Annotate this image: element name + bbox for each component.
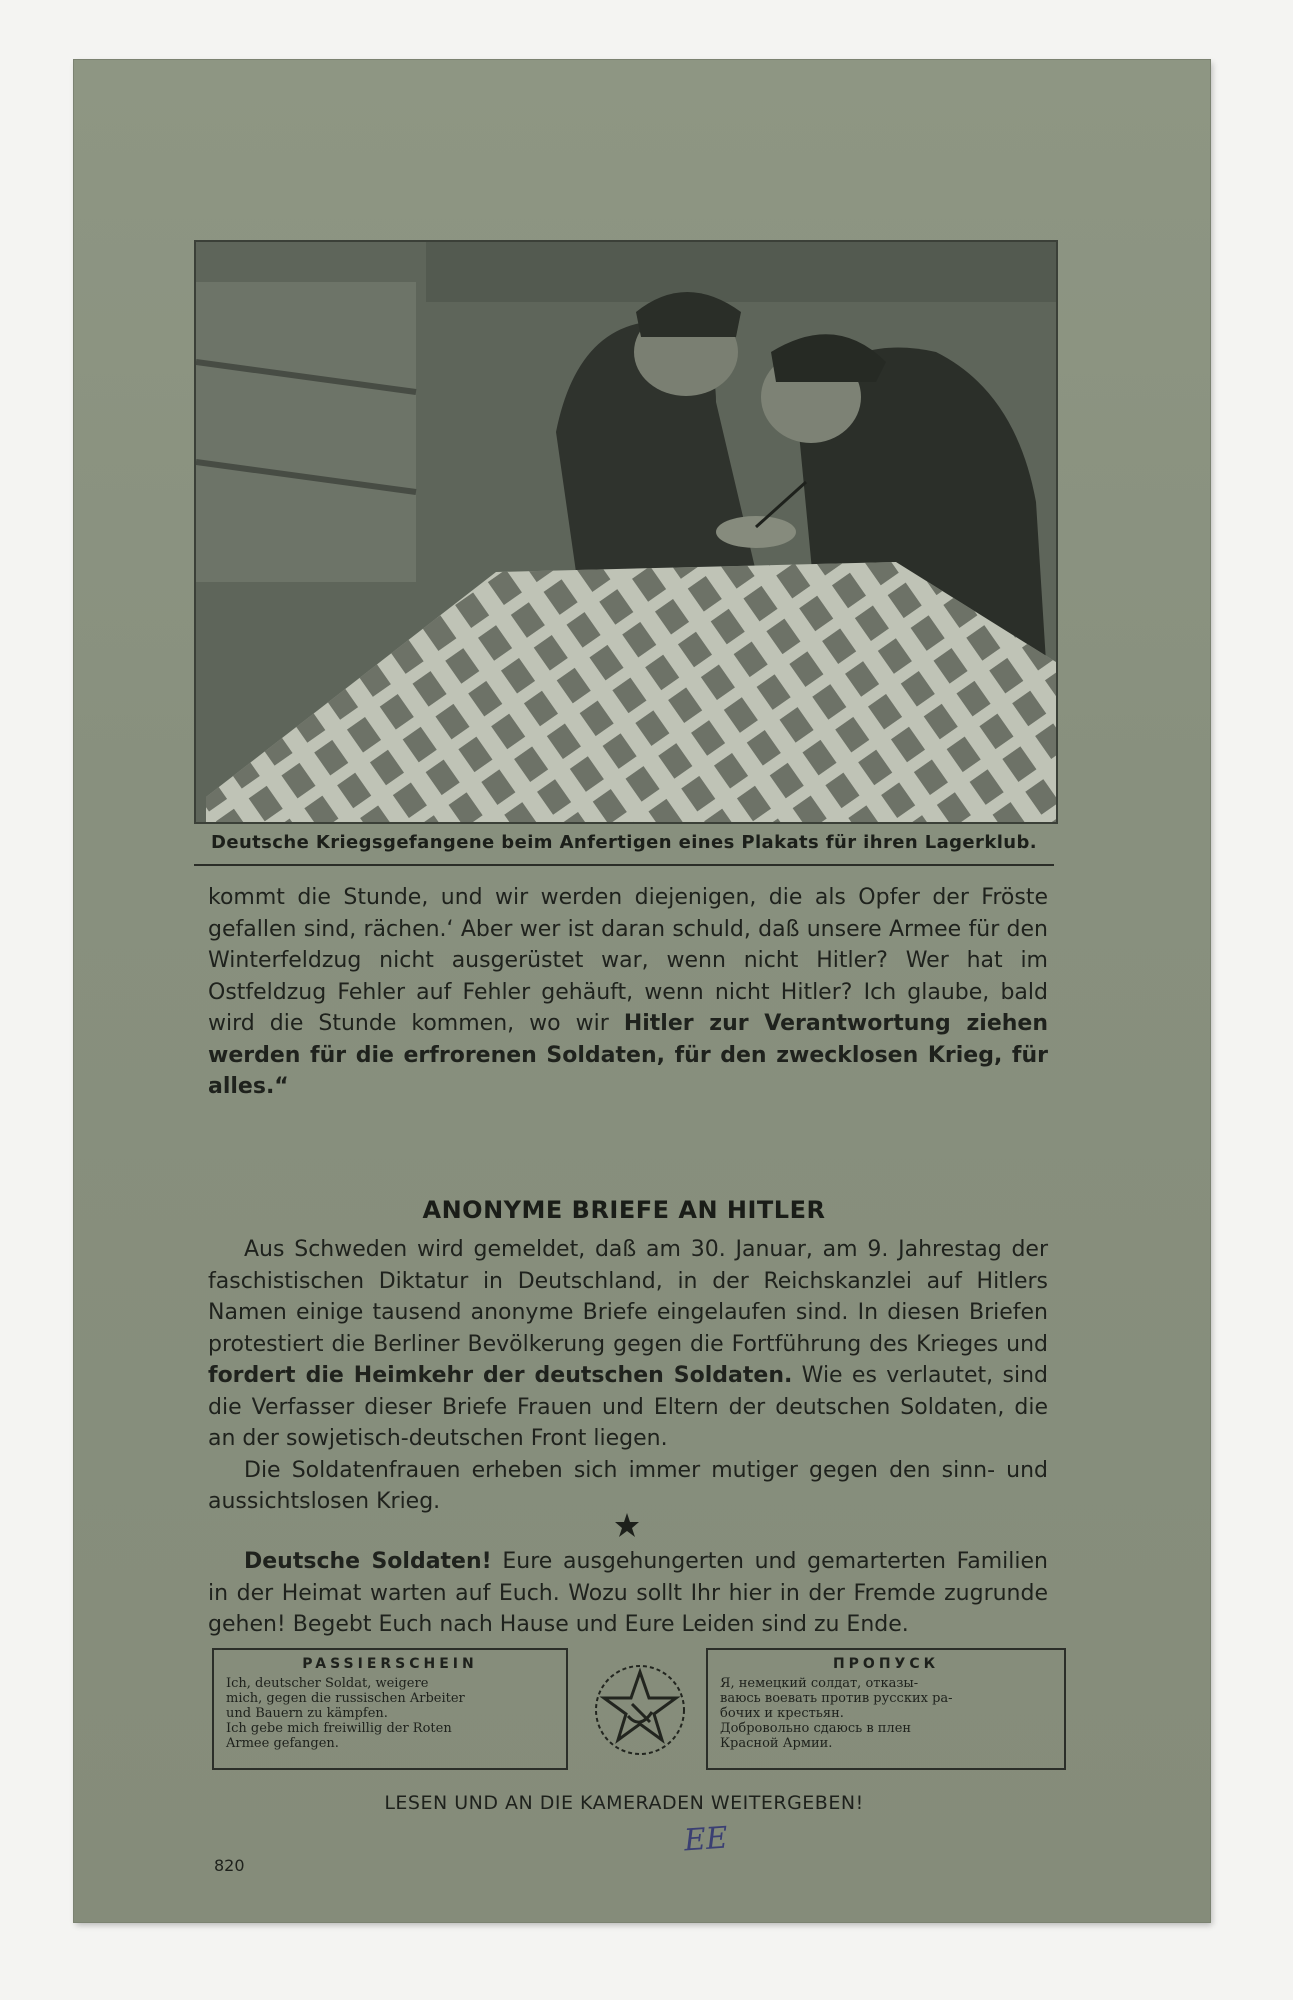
article-text-continued: Wie es verlautet, sind die Verfasser dieser Briefe Frauen und Eltern der deutschen Soldaten, die an der sowjetisch-deutschen Front liegen. xyxy=(208,1363,1048,1451)
pass-line: mich, gegen die russischen Arbeiter xyxy=(226,1691,465,1706)
intro-text: kommt die Stunde, und wir werden diejenigen, die als Opfer der Fröste gefallen sind, rächen.‘ Aber wer ist daran schuld, daß unsere Armee für den Winterfeldzug nicht ausgerüstet war, wenn nicht Hitler? Wer hat im Ostfeldzug Fehler auf Fehler gehäuft, wenn nicht Hitler? Ich glaube, bald wird die Stunde kommen, wo wir xyxy=(208,885,1048,1036)
leaflet-page xyxy=(74,60,1210,1922)
pass-line: ваюсь воевать против русских ра- xyxy=(720,1691,953,1706)
appeal-bold-text: Deutsche Soldaten! xyxy=(244,1549,492,1574)
article-paragraph xyxy=(208,1234,1048,1455)
pass-line: Красной Армии. xyxy=(720,1736,833,1751)
pass-line: бочих и крестьян. xyxy=(720,1706,844,1721)
star-icon xyxy=(614,1512,640,1538)
pass-title: PASSIERSCHEIN xyxy=(302,1656,478,1672)
appeal-text: Eure ausgehungerten und gemarterten Familien in der Heimat warten auf Euch. Wozu sollt Ihr hier in der Fremde zugrunde gehen! Begebt Euch nach Hause und Eure Leiden sind zu Ende. xyxy=(208,1549,1048,1637)
divider-line xyxy=(194,864,1054,866)
photo-prisoners-making-poster xyxy=(194,240,1058,824)
footer-instruction: LESEN UND AN DIE KAMERADEN WEITERGEBEN! xyxy=(384,1792,864,1814)
article-text: Aus Schweden wird gemeldet, daß am 30. Januar, am 9. Jahrestag der faschistischen Diktatur in Deutschland, in der Reichskanzlei auf Hitlers Namen einige tausend anonyme Briefe eingelaufen sind. In diesen Briefen protestiert die Berliner Bevölkerung gegen die Fortführung des Krieges und xyxy=(208,1237,1048,1357)
pass-line: Ich gebe mich freiwillig der Roten xyxy=(226,1721,452,1736)
appeal-paragraph xyxy=(208,1546,1048,1641)
handwritten-mark: ЕЕ xyxy=(682,1820,729,1859)
page-number: 820 xyxy=(214,1856,245,1875)
pass-line: Добровольно сдаюсь в плен xyxy=(720,1721,912,1736)
safe-conduct-pass-german xyxy=(212,1648,568,1770)
article-body xyxy=(208,1234,1048,1518)
appeal-text-block xyxy=(208,1546,1048,1641)
intro-bold-text: Hitler zur Verantwortung ziehen werden für die erfrorenen Soldaten, für den zwecklosen Krieg, für alles.“ xyxy=(208,1011,1048,1099)
pass-title: ПРОПУСК xyxy=(832,1656,940,1672)
article-heading: ANONYME BRIEFE AN HITLER xyxy=(422,1196,826,1224)
pass-line: Ich, deutscher Soldat, weigere xyxy=(226,1676,429,1691)
safe-conduct-pass-russian xyxy=(706,1648,1066,1770)
pass-line: und Bauern zu kämpfen. xyxy=(226,1706,388,1721)
pass-line: Я, немецкий солдат, отказы- xyxy=(720,1676,919,1691)
photo-illustration xyxy=(196,242,1056,822)
hammer-sickle-emblem-icon xyxy=(590,1660,690,1760)
intro-paragraph xyxy=(208,882,1048,1103)
photo-caption: Deutsche Kriegsgefangene beim Anfertigen eines Plakats für ihren Lagerklub. xyxy=(211,832,1037,853)
pass-line: Armee gefangen. xyxy=(226,1736,339,1751)
article-paragraph: Die Soldatenfrauen erheben sich immer mutiger gegen den sinn- und aussichtslosen Krieg. xyxy=(208,1457,1048,1514)
article-bold-text: fordert die Heimkehr der deutschen Soldaten. xyxy=(208,1363,793,1388)
